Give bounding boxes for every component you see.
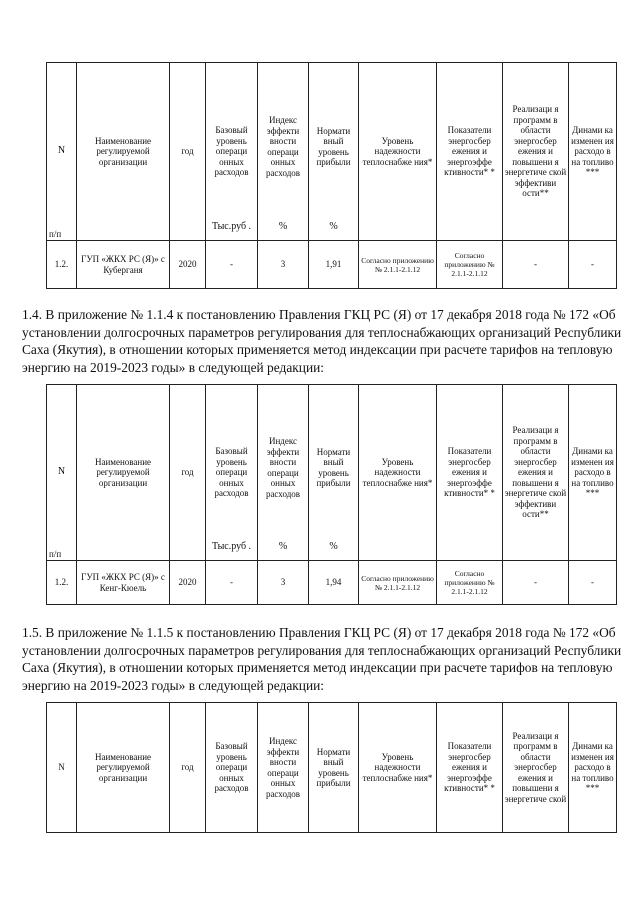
header-year: год bbox=[170, 385, 206, 561]
header-dynamics: Динами ка изменен ия расходо в на топливо *** bbox=[569, 63, 617, 241]
row-energy: Согласно приложению № 2.1.1-2.1.12 bbox=[437, 561, 503, 605]
header-base: Базовый уровень операци онных расходов bbox=[206, 703, 258, 833]
row-year: 2020 bbox=[170, 241, 206, 289]
row-base: - bbox=[206, 241, 258, 289]
header-index-label: Индекс эффекти вности операци онных расходов bbox=[265, 115, 301, 178]
row-index: 3 bbox=[258, 561, 309, 605]
row-reliability: Согласно приложению № 2.1.1-2.1.12 bbox=[359, 561, 437, 605]
row-org: ГУП «ЖКХ РС (Я)» с Куберганя bbox=[77, 241, 170, 289]
row-org: ГУП «ЖКХ РС (Я)» с Кенг-Кюель bbox=[77, 561, 170, 605]
header-programs: Реализаци я программ в области энергосбер ежения и повышени я энергетиче ской bbox=[503, 703, 569, 833]
paragraph-1-5: 1.5. В приложение № 1.1.5 к постановлению Правления ГКЦ РС (Я) от 17 декабря 2018 года № 172 «Об установлении долгосрочных параметров регулирования для теплоснабжающих организаций Республики Саха (Якутия), в отношении которых применяется метод индексации при расчете тарифов на тепловую энергию на 2019-2023 годы» в следующей редакции: bbox=[22, 625, 622, 693]
header-index: Индекс эффекти вности операци онных расходов bbox=[258, 703, 309, 833]
row-num: 1.2. bbox=[47, 561, 77, 605]
row-profit: 1,94 bbox=[309, 561, 359, 605]
row-num: 1.2. bbox=[47, 241, 77, 289]
header-year: год bbox=[170, 63, 206, 241]
header-dynamics: Динами ка изменен ия расходо в на топливо *** bbox=[569, 703, 617, 833]
header-n-label: N bbox=[57, 466, 66, 478]
table-row bbox=[47, 561, 617, 605]
row-energy: Согласно приложению № 2.1.1-2.1.12 bbox=[437, 241, 503, 289]
header-energy: Показатели энергосбер ежения и энергоэффе ктивности* * bbox=[437, 703, 503, 833]
header-profit-unit: % bbox=[329, 540, 338, 552]
row-programs: - bbox=[503, 241, 569, 289]
header-year: год bbox=[170, 703, 206, 833]
header-index bbox=[258, 385, 309, 561]
table-header-row bbox=[47, 385, 617, 561]
row-index: 3 bbox=[258, 241, 309, 289]
header-n bbox=[47, 385, 77, 561]
header-base-label: Базовый уровень операци онных расходов bbox=[214, 125, 249, 178]
row-base: - bbox=[206, 561, 258, 605]
header-index-unit: % bbox=[278, 220, 288, 232]
header-base bbox=[206, 385, 258, 561]
table-header-row bbox=[47, 63, 617, 241]
header-n: N bbox=[47, 703, 77, 833]
header-reliability: Уровень надежности теплоснабже ния* bbox=[359, 703, 437, 833]
header-profit: Нормати вный уровень прибыли bbox=[309, 703, 359, 833]
header-index-label: Индекс эффекти вности операци онных расходов bbox=[265, 436, 301, 499]
header-name: Наименование регулируемой организации bbox=[77, 703, 170, 833]
header-reliability: Уровень надежности теплоснабже ния* bbox=[359, 385, 437, 561]
header-profit-unit: % bbox=[329, 220, 338, 232]
header-energy: Показатели энергосбер ежения и энергоэффе ктивности* * bbox=[437, 63, 503, 241]
header-base-label: Базовый уровень операци онных расходов bbox=[214, 446, 249, 499]
row-reliability: Согласно приложению № 2.1.1-2.1.12 bbox=[359, 241, 437, 289]
header-profit-label: Нормати вный уровень прибыли bbox=[316, 446, 351, 488]
header-n bbox=[47, 63, 77, 241]
header-pp-label: п/п bbox=[49, 228, 62, 239]
table-3 bbox=[46, 702, 617, 833]
paragraph-1-4: 1.4. В приложение № 1.1.4 к постановлению Правления ГКЦ РС (Я) от 17 декабря 2018 года № 172 «Об установлении долгосрочных параметров регулирования для теплоснабжающих организаций Республики Саха (Якутия), в отношении которых применяется метод индексации при расчете тарифов на тепловую энергию на 2019-2023 годы» в следующей редакции: bbox=[22, 307, 622, 375]
header-pp-label: п/п bbox=[49, 548, 62, 559]
header-index-unit: % bbox=[278, 540, 288, 552]
header-name: Наименование регулируемой организации bbox=[77, 385, 170, 561]
header-profit bbox=[309, 63, 359, 241]
row-profit: 1,91 bbox=[309, 241, 359, 289]
header-profit-label: Нормати вный уровень прибыли bbox=[316, 125, 351, 167]
header-energy: Показатели энергосбер ежения и энергоэффе ктивности* * bbox=[437, 385, 503, 561]
header-dynamics: Динами ка изменен ия расходо в на топливо *** bbox=[569, 385, 617, 561]
row-dynamics: - bbox=[569, 241, 617, 289]
table-2 bbox=[46, 384, 617, 605]
header-reliability: Уровень надежности теплоснабже ния* bbox=[359, 63, 437, 241]
table-1 bbox=[46, 62, 617, 289]
header-programs: Реализаци я программ в области энергосбер ежения и повышени я энергетиче ской эффективи ости** bbox=[503, 63, 569, 241]
table-row bbox=[47, 241, 617, 289]
row-programs: - bbox=[503, 561, 569, 605]
header-profit bbox=[309, 385, 359, 561]
header-base-unit: Тыс.руб . bbox=[211, 220, 252, 232]
header-base-unit: Тыс.руб . bbox=[211, 540, 252, 552]
header-n-label: N bbox=[57, 145, 66, 157]
row-year: 2020 bbox=[170, 561, 206, 605]
row-dynamics: - bbox=[569, 561, 617, 605]
header-base bbox=[206, 63, 258, 241]
table-header-row bbox=[47, 703, 617, 833]
header-name: Наименование регулируемой организации bbox=[77, 63, 170, 241]
header-programs: Реализаци я программ в области энергосбер ежения и повышени я энергетиче ской эффективи ости** bbox=[503, 385, 569, 561]
header-index bbox=[258, 63, 309, 241]
